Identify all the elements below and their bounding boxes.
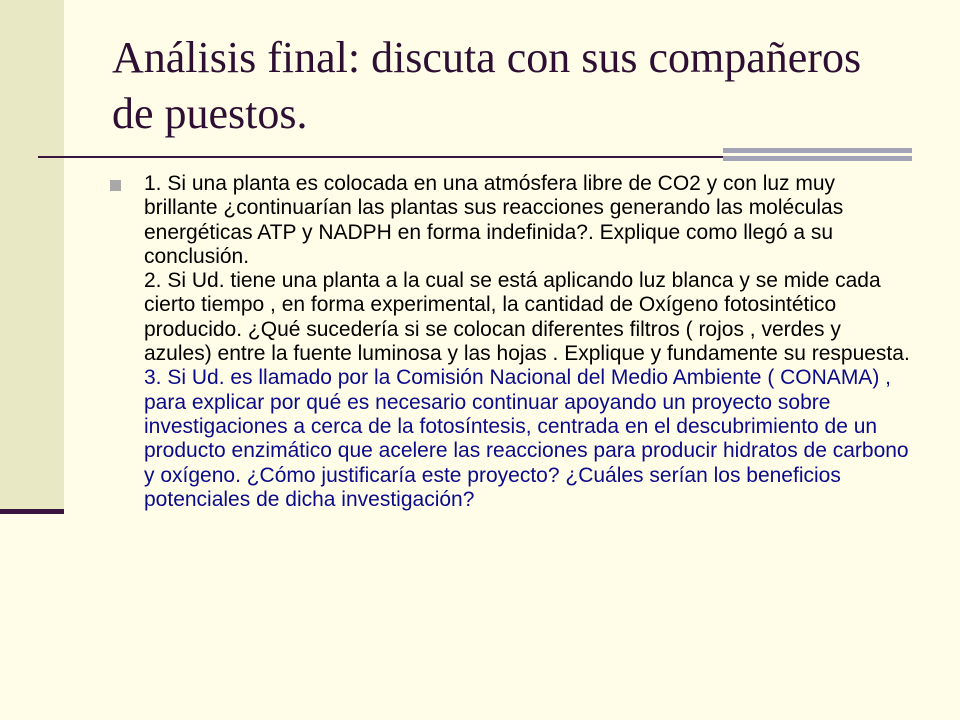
title-divider-line [38,156,723,158]
side-bar-underline [0,509,64,514]
slide-title: Análisis final: discuta con sus compañeros de puestos. [112,33,862,138]
question-2: 2. Si Ud. tiene una planta a la cual se está aplicando luz blanca y se mide cada cierto tiempo , en forma experimental, la cantidad de Oxígeno fotosintético producido. ¿Qué sucedería si se colocan diferentes filtros ( rojos , verdes y azules) entre la fuente luminosa y las hojas . Explique y fundamente su respuesta. [144,269,910,366]
square-bullet-icon [110,180,121,191]
question-1: 1. Si una planta es colocada en una atmósfera libre de CO2 y con luz muy brillante ¿continuarían las plantas sus reacciones generando las moléculas energéticas ATP y NADPH en forma indefinida?. Explique como llegó a su conclusión. [144,172,844,268]
slide-body [110,172,910,512]
side-decoration-bar [0,0,64,512]
title-divider-accent-top [723,148,912,153]
question-3: 3. Si Ud. es llamado por la Comisión Nacional del Medio Ambiente ( CONAMA) , para explicar por qué es necesario continuar apoyando un proyecto sobre investigaciones a cerca de la fotosíntesis, centrada en el descubrimiento de un producto enzimático que acelere las reacciones para producir hidratos de carbono y oxígeno. ¿Cómo justificaría este proyecto? ¿Cuáles serían los beneficios potenciales de dicha investigación? [144,366,909,511]
title-divider-accent-bottom [723,156,912,161]
questions-list [144,172,910,512]
